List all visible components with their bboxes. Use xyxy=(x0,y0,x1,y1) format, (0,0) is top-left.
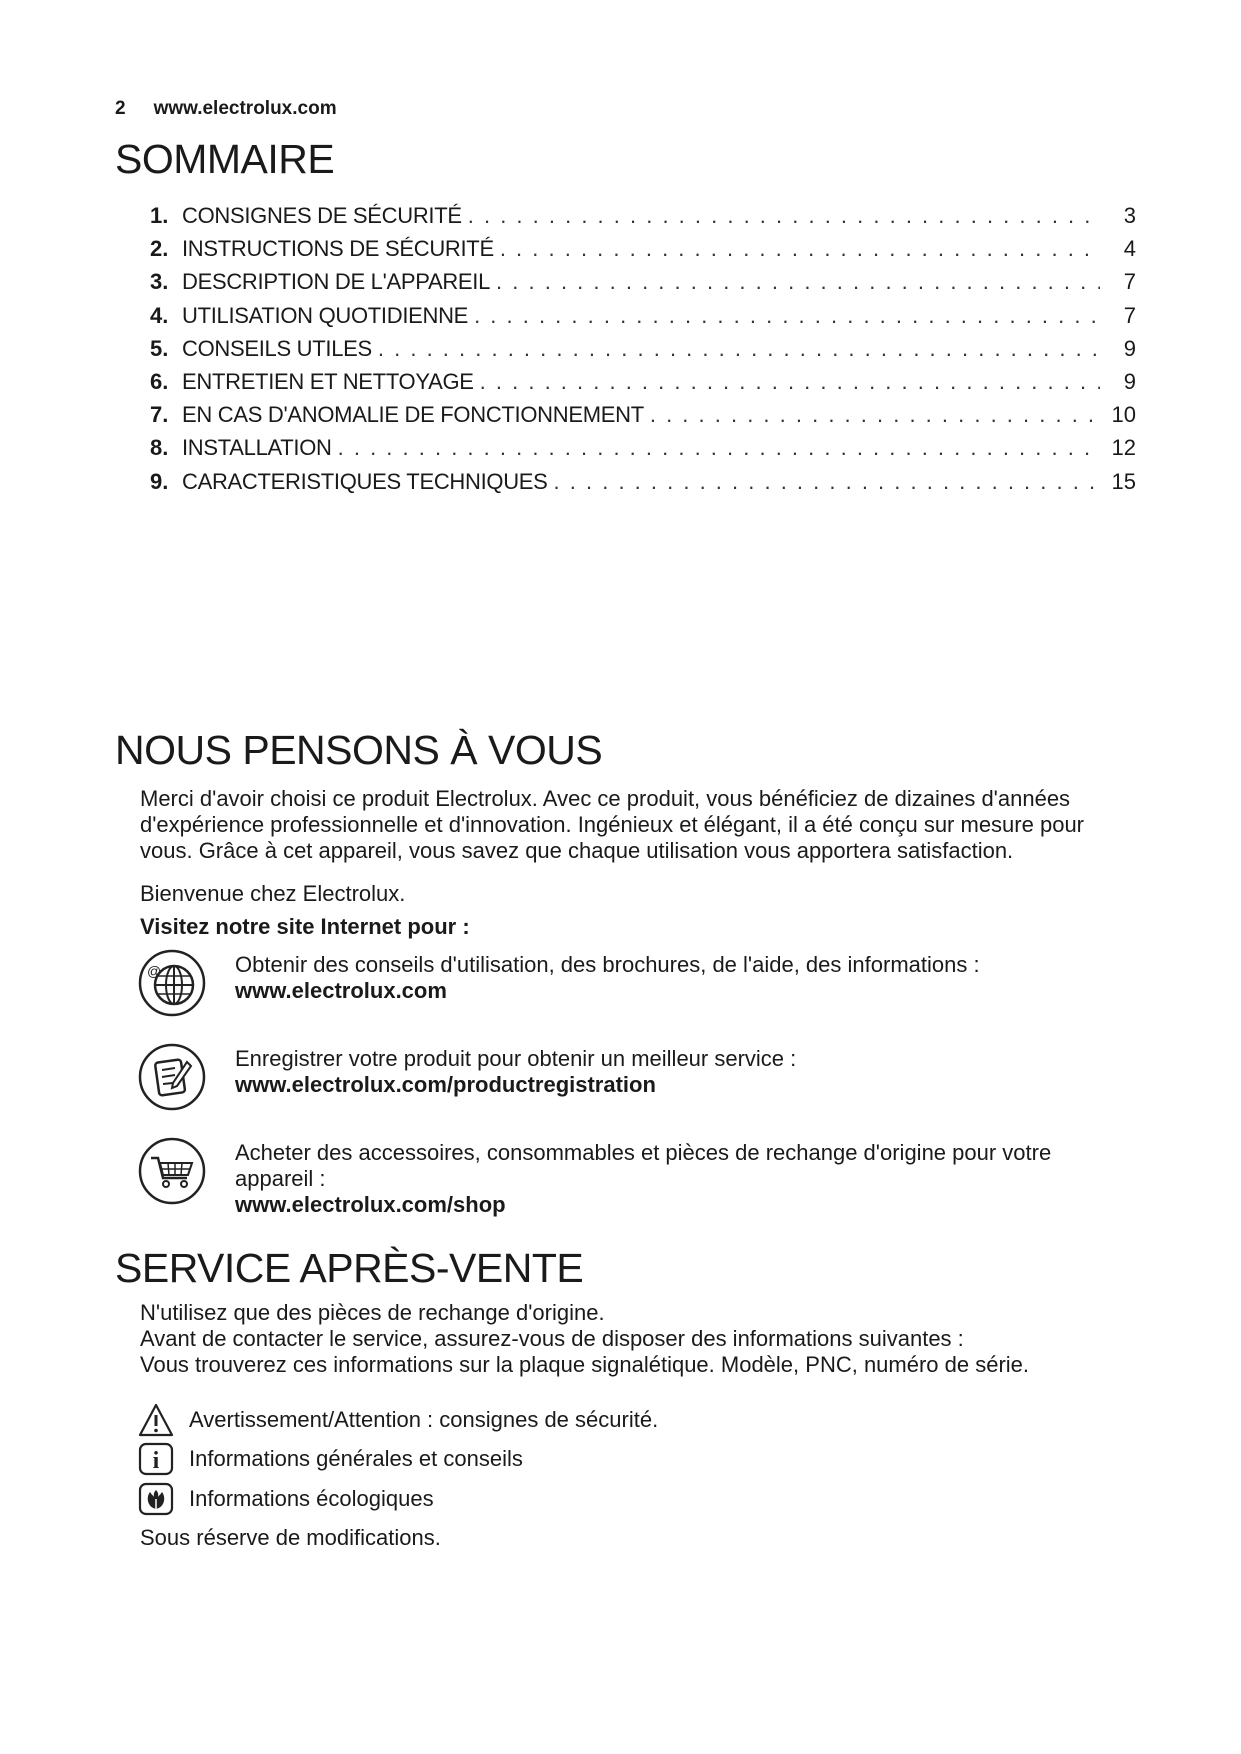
link-product-registration[interactable]: www.electrolux.com/productregistration xyxy=(235,1072,656,1097)
page-header xyxy=(115,98,337,120)
globe-icon xyxy=(137,948,207,1018)
table-of-contents xyxy=(150,203,1136,502)
section-title-service: SERVICE APRÈS-VENTE xyxy=(115,1245,584,1291)
legend-text: Avertissement/Attention : consignes de sécurité. xyxy=(189,1407,659,1432)
visit-item-text: Acheter des accessoires, consommables et pièces de rechange d'origine pour votre xyxy=(235,1140,1052,1165)
toc-item[interactable]: 9. CARACTERISTIQUES TECHNIQUES . . . 15 xyxy=(150,469,1136,502)
header-site-link[interactable]: www.electrolux.com xyxy=(153,98,337,119)
section-title-thinking: NOUS PENSONS À VOUS xyxy=(115,727,603,773)
toc-title: SOMMAIRE xyxy=(115,136,335,182)
toc-item[interactable]: 8. INSTALLATION . . . 12 xyxy=(150,435,1136,468)
warning-icon xyxy=(137,1402,175,1438)
toc-item[interactable]: 4. UTILISATION QUOTIDIENNE . . . 7 xyxy=(150,303,1136,336)
registration-icon xyxy=(137,1042,207,1112)
link-electrolux[interactable]: www.electrolux.com xyxy=(235,978,447,1003)
svg-text:i: i xyxy=(152,1448,160,1474)
shopping-cart-icon xyxy=(137,1136,207,1206)
link-shop[interactable]: www.electrolux.com/shop xyxy=(235,1192,506,1217)
legend-info xyxy=(137,1441,523,1477)
toc-item[interactable]: 3. DESCRIPTION DE L'APPAREIL . . . 7 xyxy=(150,269,1136,302)
legend-text: Informations générales et conseils xyxy=(189,1446,523,1471)
toc-item[interactable]: 5. CONSEILS UTILES . . . 9 xyxy=(150,336,1136,369)
toc-item[interactable]: 7. EN CAS D'ANOMALIE DE FONCTIONNEMENT . . . 10 xyxy=(150,402,1136,435)
toc-item[interactable]: 2. INSTRUCTIONS DE SÉCURITÉ . . . 4 xyxy=(150,236,1136,269)
toc-item[interactable]: 1. CONSIGNES DE SÉCURITÉ . . . 3 xyxy=(150,203,1136,236)
toc-item[interactable]: 6. ENTRETIEN ET NETTOYAGE . . . 9 xyxy=(150,369,1136,402)
visit-item-text: Enregistrer votre produit pour obtenir un meilleur service : xyxy=(235,1046,797,1071)
welcome-text: Bienvenue chez Electrolux. xyxy=(140,881,406,906)
info-icon xyxy=(137,1441,175,1477)
legend-warning xyxy=(137,1402,658,1438)
page-number: 2 xyxy=(115,98,126,119)
visit-heading: Visitez notre site Internet pour : xyxy=(140,914,470,939)
ecology-icon xyxy=(137,1481,175,1517)
footer-note: Sous réserve de modifications. xyxy=(140,1525,441,1550)
legend-text: Informations écologiques xyxy=(189,1486,434,1511)
visit-item-text: Obtenir des conseils d'utilisation, des brochures, de l'aide, des informations : xyxy=(235,952,980,977)
visit-item-text: appareil : xyxy=(235,1166,326,1191)
legend-ecology xyxy=(137,1481,434,1517)
service-paragraph: N'utilisez que des pièces de rechange d'origine. Avant de contacter le service, assurez-vous de disposer des informations suivantes : Vous trouverez ces informations sur la plaque signalétique. Modèle, PNC, numéro de série. xyxy=(140,1300,1030,1377)
svg-text:@: @ xyxy=(147,963,162,979)
intro-paragraph: Merci d'avoir choisi ce produit Electrolux. Avec ce produit, vous bénéficiez de dizaines d'années d'expérience professionnelle et d'innovation. Ingénieux et élégant, il a été conçu sur mesure pour vous. Grâce à cet appareil, vous savez que chaque utilisation vous apportera satisfaction. xyxy=(140,786,1085,863)
